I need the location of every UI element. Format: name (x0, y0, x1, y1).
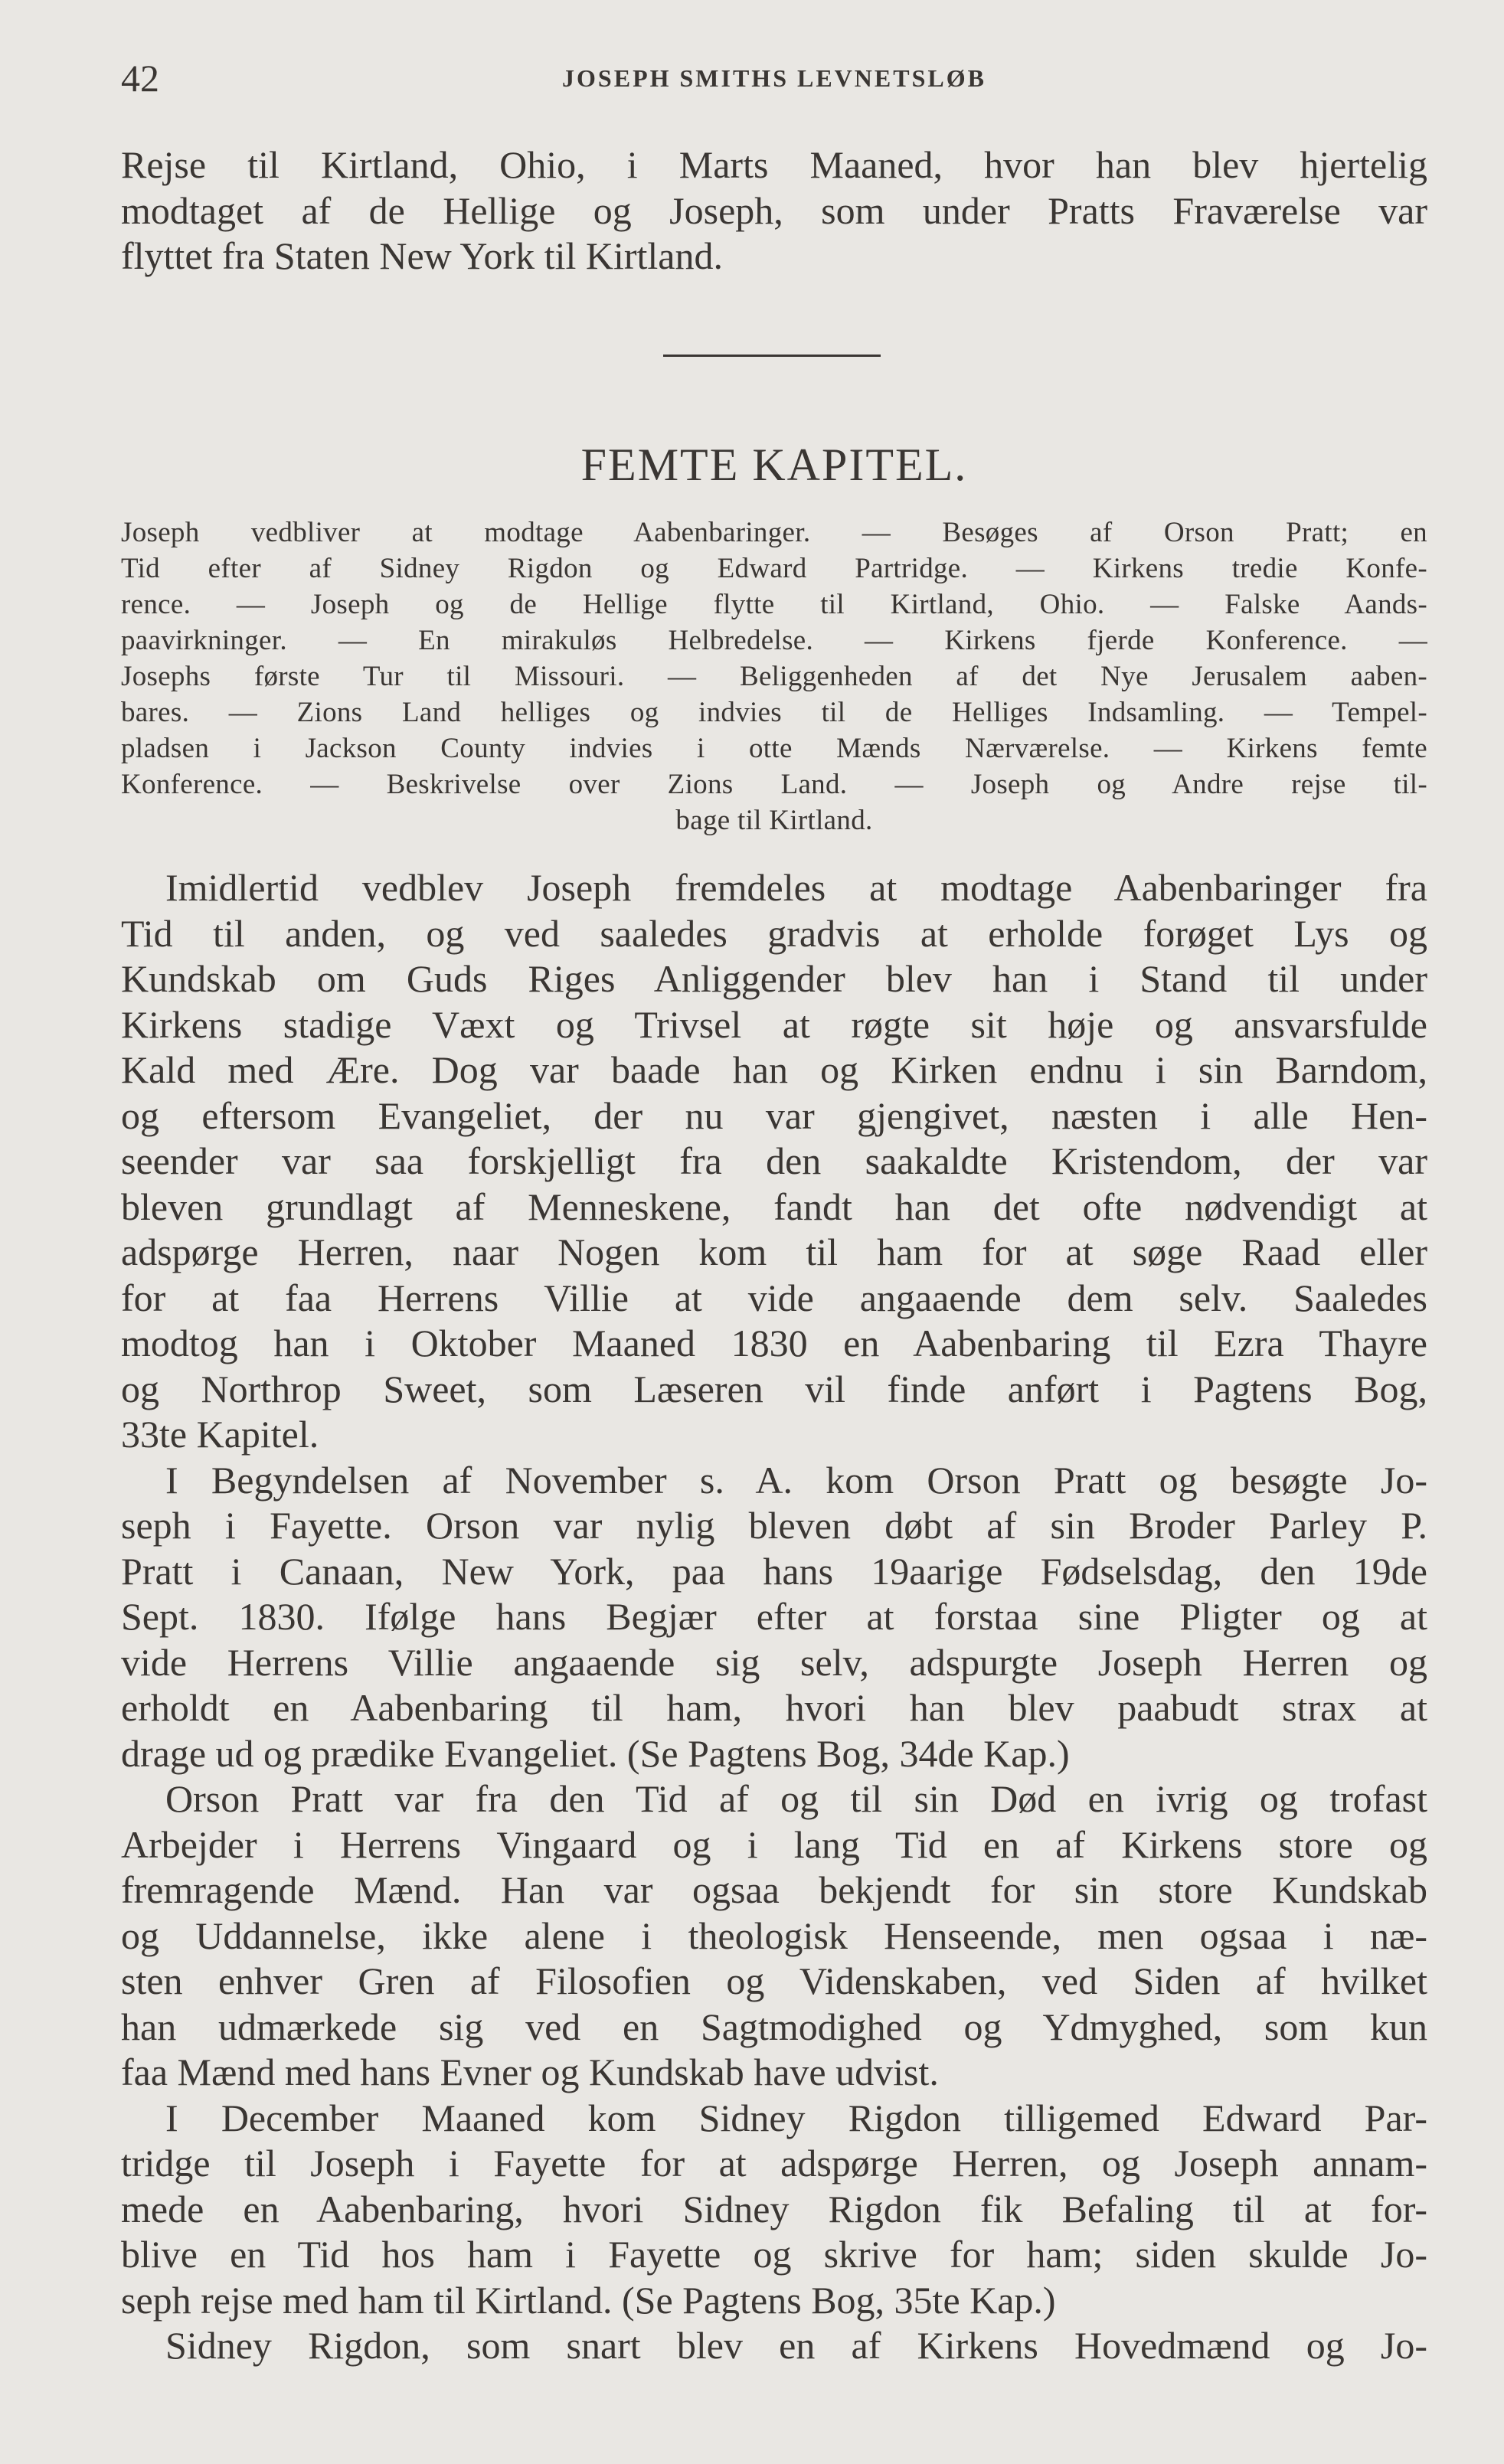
summary-line: rence. — Joseph og de Hellige flytte til Kirtland, Ohio. — Falske Aands- (121, 589, 1427, 620)
text-line: modtaget af de Hellige og Joseph, som under Pratts Fraværelse var (121, 188, 1427, 232)
text-line: Sept. 1830. Ifølge hans Begjær efter at forstaa sine Pligter og at (121, 1595, 1427, 1638)
chapter-summary (121, 515, 1427, 838)
text-line: fremragende Mænd. Han var ogsaa bekjendt for sin store Kundskab (121, 1868, 1427, 1911)
chapter-title: FEMTE KAPITEL. (580, 440, 968, 490)
text-line: Imidlertid vedblev Joseph fremdeles at modtage Aabenbaringer fra (165, 866, 1427, 909)
text-line: adspørge Herren, naar Nogen kom til ham for at søge Raad eller (121, 1230, 1427, 1273)
text-line: flyttet fra Staten New York til Kirtland. (121, 234, 723, 277)
summary-line: bares. — Zions Land helliges og indvies til de Helliges Indsamling. — Tempel- (121, 697, 1427, 728)
main-text (121, 865, 1427, 2369)
text-line: Tid til anden, og ved saaledes gradvis at erholde forøget Lys og (121, 911, 1427, 955)
summary-line: paavirkninger. — En mirakuløs Helbredelse. — Kirkens fjerde Konference. — (121, 625, 1427, 656)
text-line: og eftersom Evangeliet, der nu var gjengivet, næsten i alle Hen- (121, 1093, 1427, 1137)
page-header (121, 55, 1427, 101)
section-divider (663, 355, 881, 357)
text-line: 33te Kapitel. (121, 1413, 319, 1456)
text-line: bleven grundlagt af Menneskene, fandt han det ofte nødvendigt at (121, 1185, 1427, 1228)
page-number: 42 (121, 57, 159, 100)
text-line: drage ud og prædike Evangeliet. (Se Pagtens Bog, 34de Kap.) (121, 1731, 1070, 1775)
summary-line: Konference. — Beskrivelse over Zions Land. — Joseph og Andre rejse til- (121, 769, 1427, 800)
intro-paragraph (121, 142, 1427, 279)
text-line: vide Herrens Villie angaaende sig selv, adspurgte Joseph Herren og (121, 1640, 1427, 1684)
text-line: for at faa Herrens Villie at vide angaaende dem selv. Saaledes (121, 1276, 1427, 1319)
summary-line: pladsen i Jackson County indvies i otte Mænds Nærværelse. — Kirkens femte (121, 733, 1427, 764)
text-line: Rejse til Kirtland, Ohio, i Marts Maaned, hvor han blev hjertelig (121, 143, 1427, 186)
running-head: JOSEPH SMITHS LEVNETSLØB (562, 64, 986, 92)
text-line: I Begyndelsen af November s. A. kom Orson Pratt og besøgte Jo- (165, 1458, 1427, 1502)
text-line: Kald med Ære. Dog var baade han og Kirken endnu i sin Barndom, (121, 1048, 1427, 1091)
text-line: Orson Pratt var fra den Tid af og til sin Død en ivrig og trofast (165, 1777, 1427, 1820)
summary-line: bage til Kirtland. (675, 805, 873, 836)
text-line: Sidney Rigdon, som snart blev en af Kirkens Hovedmænd og Jo- (165, 2324, 1427, 2367)
text-line: seender var saa forskjelligt fra den saakaldte Kristendom, der var (121, 1139, 1427, 1182)
text-line: blive en Tid hos ham i Fayette og skrive for ham; siden skulde Jo- (121, 2233, 1427, 2276)
text-line: Pratt i Canaan, New York, paa hans 19aarige Fødselsdag, den 19de (121, 1549, 1427, 1593)
summary-line: Joseph vedbliver at modtage Aabenbaringer. — Besøges af Orson Pratt; en (121, 517, 1427, 548)
summary-line: Josephs første Tur til Missouri. — Beliggenheden af det Nye Jerusalem aaben- (121, 661, 1427, 692)
text-line: Kundskab om Guds Riges Anliggender blev han i Stand til under (121, 957, 1427, 1000)
text-line: seph rejse med ham til Kirtland. (Se Pagtens Bog, 35te Kap.) (121, 2278, 1056, 2322)
text-line: han udmærkede sig ved en Sagtmodighed og Ydmyghed, som kun (121, 2005, 1427, 2048)
text-line: tridge til Joseph i Fayette for at adspørge Herren, og Joseph annam- (121, 2142, 1427, 2185)
text-line: I December Maaned kom Sidney Rigdon tilligemed Edward Par- (165, 2096, 1427, 2139)
text-line: mede en Aabenbaring, hvori Sidney Rigdon fik Befaling til at for- (121, 2187, 1427, 2230)
summary-line: Tid efter af Sidney Rigdon og Edward Partridge. — Kirkens tredie Konfe- (121, 553, 1427, 584)
text-line: Kirkens stadige Væxt og Trivsel at røgte sit høje og ansvarsfulde (121, 1002, 1427, 1046)
text-line: sten enhver Gren af Filosofien og Videnskaben, ved Siden af hvilket (121, 1959, 1427, 2002)
text-line: modtog han i Oktober Maaned 1830 en Aabenbaring til Ezra Thayre (121, 1322, 1427, 1364)
text-line: faa Mænd med hans Evner og Kundskab have udvist. (121, 2051, 939, 2093)
text-line: Arbejder i Herrens Vingaard og i lang Tid en af Kirkens store og (121, 1822, 1427, 1866)
text-line: erholdt en Aabenbaring til ham, hvori han blev paabudt strax at (121, 1686, 1427, 1729)
text-line: seph i Fayette. Orson var nylig bleven døbt af sin Broder Parley P. (121, 1504, 1427, 1547)
text-line: og Uddannelse, ikke alene i theologisk Henseende, men ogsaa i næ- (121, 1913, 1427, 1957)
text-line: og Northrop Sweet, som Læseren vil finde anført i Pagtens Bog, (121, 1367, 1427, 1410)
